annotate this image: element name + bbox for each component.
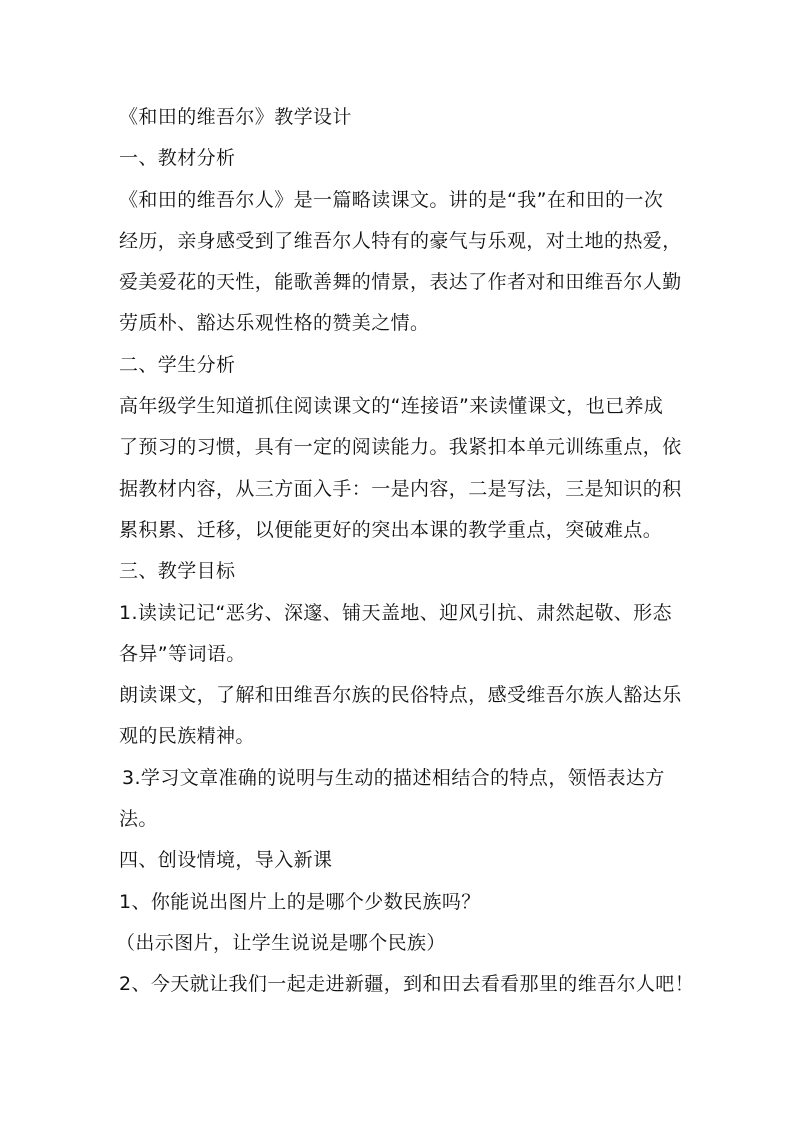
document-title: 《和田的维吾尔》教学设计 [119,106,352,128]
intro-item-line: （出示图片，让学生说说是哪个民族） [116,931,446,954]
section-heading-textbook-analysis: 一、教材分析 [119,147,236,170]
paragraph-line: 《和田的维吾尔人》是一篇略读课文。讲的是“我”在和田的一次 [119,188,664,211]
paragraph-line: 爱美爱花的天性，能歌善舞的情景，表达了作者对和田维吾尔人勤 [119,271,682,294]
paragraph-line: 高年级学生知道抓住阅读课文的“连接语”来读懂课文，也已养成 [119,395,664,418]
goal-item-line: 3.学习文章准确的说明与生动的描述相结合的特点，领悟表达方 [122,766,665,789]
section-heading-student-analysis: 二、学生分析 [119,353,236,376]
paragraph-line: 据教材内容，从三方面入手：一是内容，二是写法，三是知识的积 [119,477,682,500]
section-heading-introduction: 四、创设情境，导入新课 [119,849,333,872]
paragraph-line: 了预习的习惯，具有一定的阅读能力。我紧扣本单元训练重点，依 [119,436,682,459]
goal-item-line: 各异”等词语。 [119,642,246,665]
document-page [116,97,695,1006]
goal-item-line: 法。 [119,808,158,831]
goal-item-line: 观的民族精神。 [119,725,255,748]
intro-item-line: 2、今天就让我们一起走进新疆，到和田去看看那里的维吾尔人吧！ [119,973,695,996]
goal-item-line: 朗读课文，了解和田维吾尔族的民俗特点，感受维吾尔族人豁达乐 [119,684,682,707]
intro-item-line: 1、你能说出图片上的是哪个少数民族吗？ [119,890,481,913]
section-heading-teaching-goals: 三、教学目标 [119,560,236,583]
goal-item-line: 1.读读记记“恶劣、深邃、铺天盖地、迎风引抗、肃然起敬、形态 [119,601,672,624]
paragraph-line: 经历，亲身感受到了维吾尔人特有的豪气与乐观，对土地的热爱， [119,229,682,252]
paragraph-line: 累积累、迁移，以便能更好的突出本课的教学重点，突破难点。 [119,518,663,541]
paragraph-line: 劳质朴、豁达乐观性格的赞美之情。 [119,312,430,335]
